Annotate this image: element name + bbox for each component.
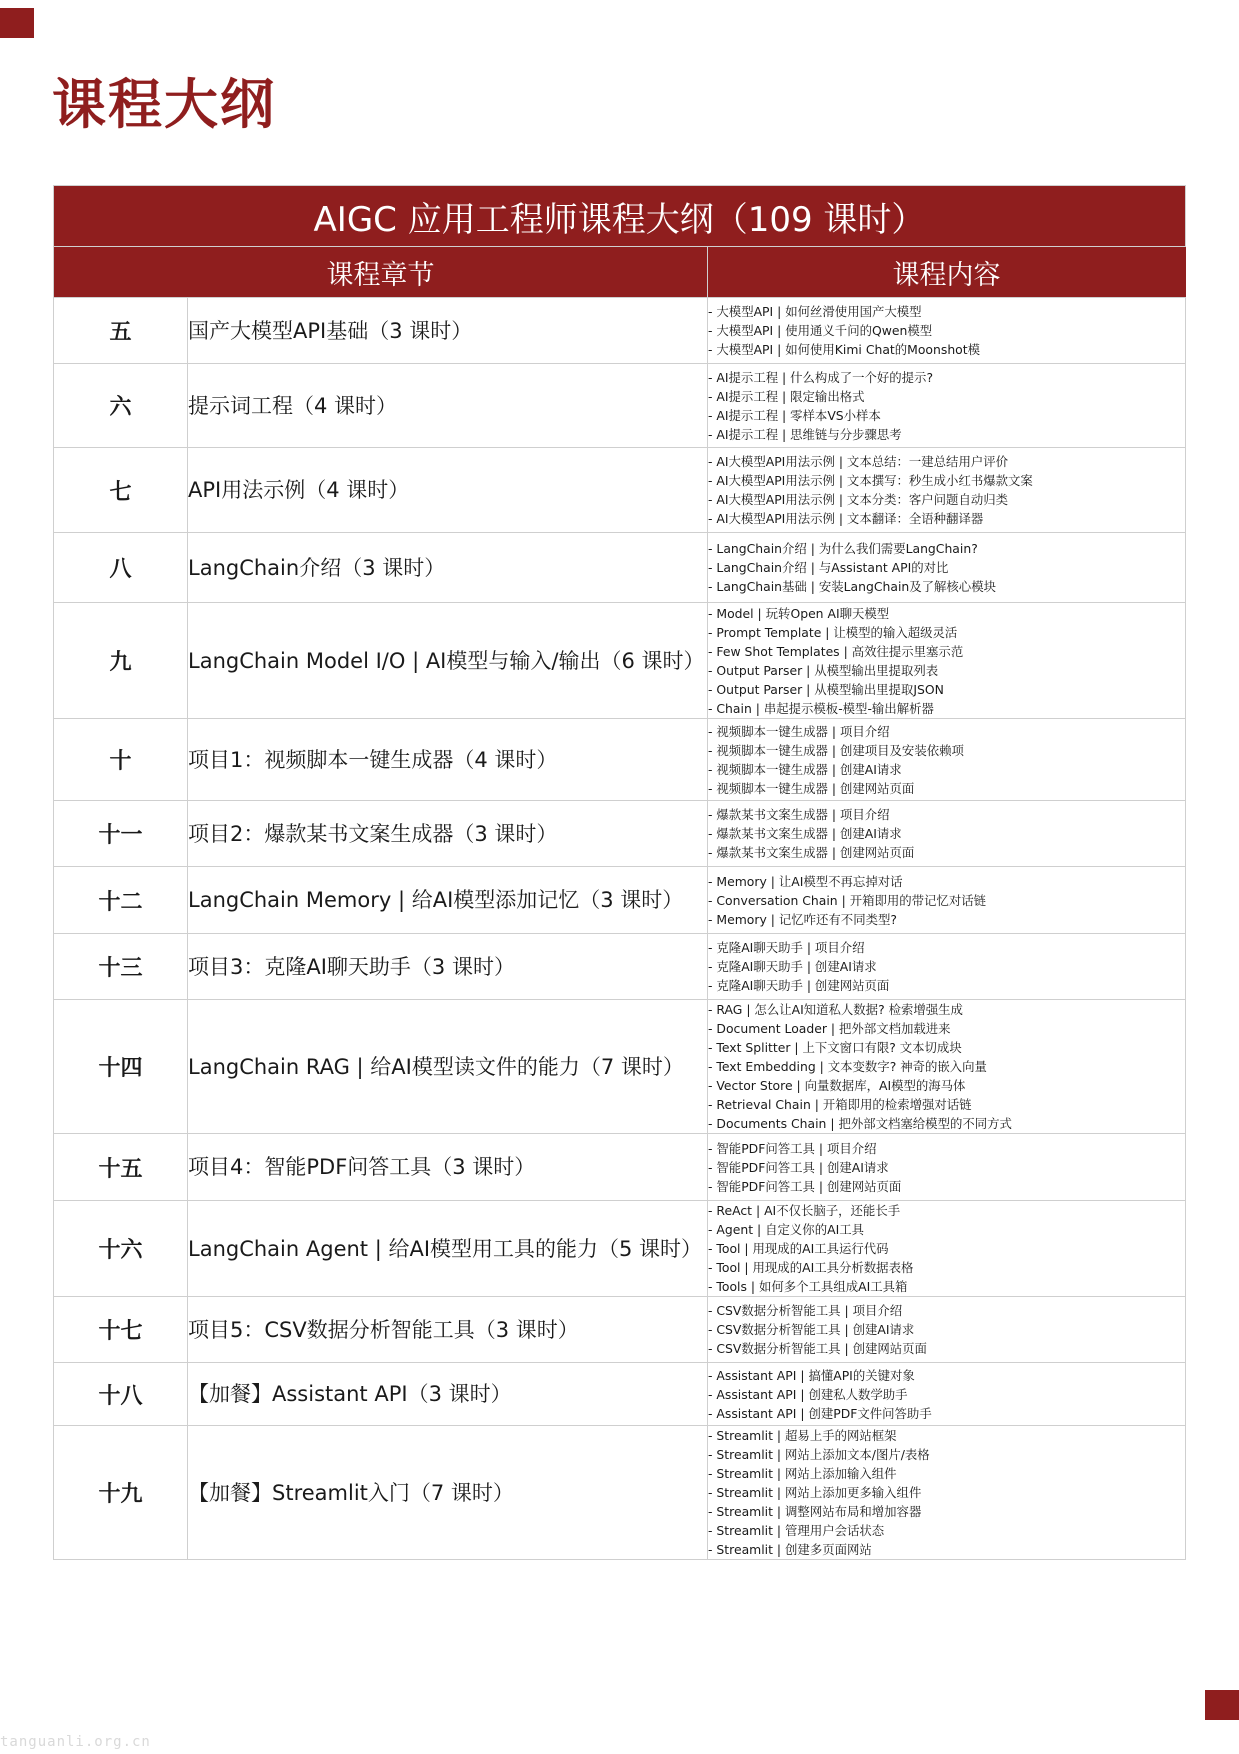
content-list — [708, 452, 1185, 528]
content-item: - Conversation Chain | 开箱即用的带记忆对话链 — [708, 892, 987, 908]
content-list — [708, 1000, 1185, 1133]
chapter-number: 十四 — [54, 1000, 188, 1134]
content-item: - Memory | 记忆咋还有不同类型? — [708, 911, 897, 927]
chapter-content — [708, 1363, 1186, 1426]
chapter-content — [708, 1000, 1186, 1134]
chapter-title: LangChain Model I/O | AI模型与输入/输出（6 课时） — [188, 603, 708, 719]
content-item: - 视频脚本一键生成器 | 创建AI请求 — [708, 761, 902, 777]
table-row — [54, 867, 1186, 934]
chapter-title: 提示词工程（4 课时） — [188, 364, 708, 448]
chapter-content — [708, 603, 1186, 719]
chapter-title: LangChain RAG | 给AI模型读文件的能力（7 课时） — [188, 1000, 708, 1134]
content-item: - RAG | 怎么让AI知道私人数据? 检索增强生成 — [708, 1002, 963, 1017]
content-item: - Streamlit | 网站上添加输入组件 — [708, 1466, 897, 1481]
watermark: tanguanli.org.cn — [0, 1734, 151, 1750]
content-item: - Retrieval Chain | 开箱即用的检索增强对话链 — [708, 1097, 972, 1112]
content-list — [708, 368, 1185, 444]
table-body — [54, 298, 1186, 1560]
content-list — [708, 872, 1185, 929]
table-title: AIGC 应用工程师课程大纲（109 课时） — [54, 186, 1186, 247]
content-item: - CSV数据分析智能工具 | 创建网站页面 — [708, 1341, 927, 1356]
chapter-number: 八 — [54, 533, 188, 603]
content-item: - 克隆AI聊天助手 | 创建网站页面 — [708, 978, 890, 993]
table-row — [54, 448, 1186, 533]
content-item: - Text Splitter | 上下文窗口有限? 文本切成块 — [708, 1040, 962, 1055]
chapter-number: 七 — [54, 448, 188, 533]
content-list — [708, 1426, 1185, 1559]
table-header-row — [54, 247, 1186, 298]
chapter-title: 国产大模型API基础（3 课时） — [188, 298, 708, 364]
content-item: - AI提示工程 | 零样本VS小样本 — [708, 407, 881, 423]
content-item: - 大模型API | 如何丝滑使用国产大模型 — [708, 304, 922, 319]
chapter-number: 十九 — [54, 1426, 188, 1560]
content-list — [708, 1139, 1185, 1196]
content-item: - AI提示工程 | 限定输出格式 — [708, 388, 865, 404]
content-item: - 智能PDF问答工具 | 创建AI请求 — [708, 1159, 889, 1175]
column-header-chapter: 课程章节 — [54, 247, 708, 298]
column-header-content: 课程内容 — [708, 247, 1186, 298]
content-item: - AI提示工程 | 什么构成了一个好的提示? — [708, 369, 934, 385]
table-row — [54, 533, 1186, 603]
content-list — [708, 604, 1185, 718]
content-item: - Few Shot Templates | 高效往提示里塞示范 — [708, 643, 964, 659]
chapter-content — [708, 1297, 1186, 1363]
chapter-title: API用法示例（4 课时） — [188, 448, 708, 533]
content-item: - Vector Store | 向量数据库，AI模型的海马体 — [708, 1078, 966, 1093]
table-row — [54, 603, 1186, 719]
content-item: - 爆款某书文案生成器 | 创建网站页面 — [708, 845, 915, 860]
content-list — [708, 1201, 1185, 1296]
chapter-number: 十一 — [54, 801, 188, 867]
table-row — [54, 1363, 1186, 1426]
content-item: - 视频脚本一键生成器 | 创建网站页面 — [708, 780, 915, 796]
content-item: - Agent | 自定义你的AI工具 — [708, 1222, 865, 1237]
chapter-content — [708, 934, 1186, 1000]
content-item: - AI大模型API用法示例 | 文本分类：客户问题自动归类 — [708, 492, 1009, 507]
table-row — [54, 719, 1186, 801]
table-row — [54, 1297, 1186, 1363]
chapter-content — [708, 364, 1186, 448]
content-item: - 智能PDF问答工具 | 项目介绍 — [708, 1140, 877, 1156]
content-item: - Tool | 用现成的AI工具运行代码 — [708, 1241, 889, 1256]
content-item: - LangChain介绍 | 与Assistant API的对比 — [708, 560, 949, 575]
content-list — [708, 302, 1185, 359]
chapter-content — [708, 1201, 1186, 1297]
content-list — [708, 539, 1185, 596]
content-item: - Streamlit | 超易上手的网站框架 — [708, 1428, 897, 1443]
content-list — [708, 722, 1185, 798]
chapter-content — [708, 867, 1186, 934]
content-item: - LangChain基础 | 安装LangChain及了解核心模块 — [708, 579, 996, 594]
chapter-number: 十七 — [54, 1297, 188, 1363]
content-item: - 智能PDF问答工具 | 创建网站页面 — [708, 1178, 902, 1194]
chapter-content — [708, 1426, 1186, 1560]
chapter-number: 十六 — [54, 1201, 188, 1297]
content-item: - CSV数据分析智能工具 | 创建AI请求 — [708, 1322, 915, 1337]
chapter-title: 项目4：智能PDF问答工具（3 课时） — [188, 1134, 708, 1201]
content-item: - Tool | 用现成的AI工具分析数据表格 — [708, 1260, 914, 1275]
chapter-number: 十八 — [54, 1363, 188, 1426]
content-item: - 大模型API | 如何使用Kimi Chat的Moonshot模 — [708, 342, 981, 357]
content-item: - ReAct | AI不仅长脑子，还能长手 — [708, 1203, 901, 1218]
content-item: - 视频脚本一键生成器 | 创建项目及安装依赖项 — [708, 742, 964, 758]
content-item: - 克隆AI聊天助手 | 创建AI请求 — [708, 959, 877, 974]
content-item: - AI大模型API用法示例 | 文本撰写：秒生成小红书爆款文案 — [708, 473, 1033, 488]
table-row — [54, 1426, 1186, 1560]
table-row — [54, 934, 1186, 1000]
content-item: - Output Parser | 从模型输出里提取JSON — [708, 681, 944, 697]
chapter-content — [708, 1134, 1186, 1201]
table-row — [54, 364, 1186, 448]
chapter-content — [708, 298, 1186, 364]
page-title: 课程大纲 — [52, 73, 276, 136]
content-item: - AI提示工程 | 思维链与分步骤思考 — [708, 426, 902, 442]
table-row — [54, 1201, 1186, 1297]
chapter-title: 项目5：CSV数据分析智能工具（3 课时） — [188, 1297, 708, 1363]
chapter-number: 十二 — [54, 867, 188, 934]
content-item: - Memory | 让AI模型不再忘掉对话 — [708, 873, 903, 889]
table-row — [54, 1134, 1186, 1201]
chapter-content — [708, 533, 1186, 603]
table-title-row — [54, 186, 1186, 247]
content-item: - Assistant API | 创建PDF文件问答助手 — [708, 1405, 932, 1421]
chapter-title: LangChain介绍（3 课时） — [188, 533, 708, 603]
chapter-title: 【加餐】Assistant API（3 课时） — [188, 1363, 708, 1426]
content-item: - Assistant API | 搞懂API的关键对象 — [708, 1367, 915, 1383]
content-item: - AI大模型API用法示例 | 文本翻译：全语种翻译器 — [708, 511, 984, 526]
chapter-content — [708, 719, 1186, 801]
content-item: - LangChain介绍 | 为什么我们需要LangChain? — [708, 541, 978, 556]
content-item: - Output Parser | 从模型输出里提取列表 — [708, 662, 939, 678]
content-item: - AI大模型API用法示例 | 文本总结：一建总结用户评价 — [708, 454, 1009, 469]
content-item: - Documents Chain | 把外部文档塞给模型的不同方式 — [708, 1116, 1012, 1131]
content-item: - Streamlit | 网站上添加文本/图片/表格 — [708, 1447, 930, 1462]
content-item: - CSV数据分析智能工具 | 项目介绍 — [708, 1303, 903, 1318]
chapter-title: 【加餐】Streamlit入门（7 课时） — [188, 1426, 708, 1560]
chapter-title: 项目3：克隆AI聊天助手（3 课时） — [188, 934, 708, 1000]
content-list — [708, 938, 1185, 995]
table-row — [54, 801, 1186, 867]
content-item: - 大模型API | 使用通义千问的Qwen模型 — [708, 323, 933, 338]
content-item: - 爆款某书文案生成器 | 项目介绍 — [708, 807, 890, 822]
content-item: - Tools | 如何多个工具组成AI工具箱 — [708, 1279, 908, 1294]
chapter-number: 五 — [54, 298, 188, 364]
chapter-title: 项目1：视频脚本一键生成器（4 课时） — [188, 719, 708, 801]
chapter-title: LangChain Agent | 给AI模型用工具的能力（5 课时） — [188, 1201, 708, 1297]
content-item: - Streamlit | 管理用户会话状态 — [708, 1523, 885, 1538]
content-item: - Text Embedding | 文本变数字? 神奇的嵌入向量 — [708, 1059, 987, 1074]
content-item: - Chain | 串起提示模板-模型-输出解析器 — [708, 700, 934, 716]
corner-decoration-top-left — [0, 8, 34, 38]
content-item: - Model | 玩转Open AI聊天模型 — [708, 605, 890, 621]
content-item: - 克隆AI聊天助手 | 项目介绍 — [708, 940, 865, 955]
table-row — [54, 1000, 1186, 1134]
content-list — [708, 1366, 1185, 1423]
chapter-number: 十 — [54, 719, 188, 801]
content-item: - Streamlit | 调整网站布局和增加容器 — [708, 1504, 922, 1519]
content-list — [708, 805, 1185, 862]
chapter-number: 十三 — [54, 934, 188, 1000]
content-item: - 视频脚本一键生成器 | 项目介绍 — [708, 723, 890, 739]
content-item: - Streamlit | 网站上添加更多输入组件 — [708, 1485, 922, 1500]
content-item: - Document Loader | 把外部文档加载进来 — [708, 1021, 951, 1036]
chapter-content — [708, 448, 1186, 533]
corner-decoration-bottom-right — [1205, 1690, 1239, 1720]
chapter-number: 九 — [54, 603, 188, 719]
content-item: - Prompt Template | 让模型的输入超级灵活 — [708, 624, 958, 640]
content-item: - 爆款某书文案生成器 | 创建AI请求 — [708, 826, 902, 841]
content-list — [708, 1301, 1185, 1358]
table-row — [54, 298, 1186, 364]
content-item: - Streamlit | 创建多页面网站 — [708, 1542, 872, 1557]
course-outline-table — [53, 185, 1186, 1560]
chapter-number: 十五 — [54, 1134, 188, 1201]
chapter-title: 项目2：爆款某书文案生成器（3 课时） — [188, 801, 708, 867]
chapter-content — [708, 801, 1186, 867]
chapter-number: 六 — [54, 364, 188, 448]
content-item: - Assistant API | 创建私人数学助手 — [708, 1386, 908, 1402]
chapter-title: LangChain Memory | 给AI模型添加记忆（3 课时） — [188, 867, 708, 934]
